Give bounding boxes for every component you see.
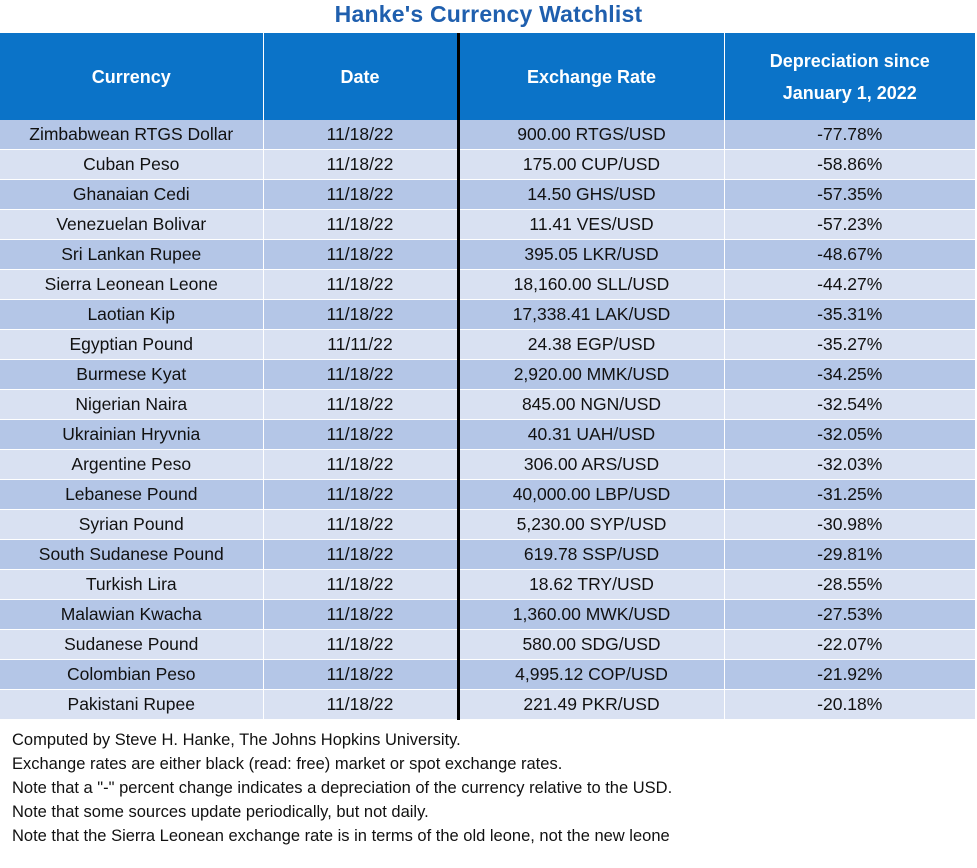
cell-date: 11/18/22	[263, 510, 458, 540]
cell-currency: Sudanese Pound	[0, 630, 263, 660]
cell-exchange-rate: 2,920.00 MMK/USD	[458, 360, 724, 390]
cell-date: 11/18/22	[263, 150, 458, 180]
cell-exchange-rate: 619.78 SSP/USD	[458, 540, 724, 570]
table-row	[0, 420, 975, 450]
cell-exchange-rate: 18,160.00 SLL/USD	[458, 270, 724, 300]
table-row	[0, 330, 975, 360]
cell-date: 11/18/22	[263, 600, 458, 630]
cell-exchange-rate: 845.00 NGN/USD	[458, 390, 724, 420]
cell-exchange-rate: 395.05 LKR/USD	[458, 240, 724, 270]
cell-date: 11/18/22	[263, 690, 458, 720]
cell-depreciation: -35.31%	[724, 300, 975, 330]
cell-date: 11/18/22	[263, 270, 458, 300]
cell-exchange-rate: 900.00 RTGS/USD	[458, 120, 724, 150]
cell-currency: Lebanese Pound	[0, 480, 263, 510]
cell-exchange-rate: 4,995.12 COP/USD	[458, 660, 724, 690]
footnote-line: Note that a "-" percent change indicates a depreciation of the currency relative to the USD.	[12, 779, 673, 797]
cell-currency: Zimbabwean RTGS Dollar	[0, 120, 263, 150]
cell-date: 11/18/22	[263, 300, 458, 330]
table-row	[0, 690, 975, 720]
cell-depreciation: -27.53%	[724, 600, 975, 630]
table-body	[0, 120, 975, 720]
cell-currency: Ukrainian Hryvnia	[0, 420, 263, 450]
table-row	[0, 660, 975, 690]
cell-depreciation: -32.54%	[724, 390, 975, 420]
cell-currency: Ghanaian Cedi	[0, 180, 263, 210]
cell-depreciation: -22.07%	[724, 630, 975, 660]
cell-date: 11/18/22	[263, 630, 458, 660]
cell-currency: Laotian Kip	[0, 300, 263, 330]
table-row	[0, 150, 975, 180]
cell-date: 11/18/22	[263, 660, 458, 690]
footnote-line: Exchange rates are either black (read: free) market or spot exchange rates.	[12, 755, 563, 773]
table-row	[0, 300, 975, 330]
cell-date: 11/18/22	[263, 540, 458, 570]
cell-exchange-rate: 306.00 ARS/USD	[458, 450, 724, 480]
cell-depreciation: -32.03%	[724, 450, 975, 480]
cell-currency: Sierra Leonean Leone	[0, 270, 263, 300]
cell-depreciation: -32.05%	[724, 420, 975, 450]
cell-depreciation: -58.86%	[724, 150, 975, 180]
cell-date: 11/18/22	[263, 210, 458, 240]
cell-currency: Nigerian Naira	[0, 390, 263, 420]
table-row	[0, 630, 975, 660]
cell-exchange-rate: 24.38 EGP/USD	[458, 330, 724, 360]
cell-depreciation: -28.55%	[724, 570, 975, 600]
cell-currency: Argentine Peso	[0, 450, 263, 480]
cell-exchange-rate: 1,360.00 MWK/USD	[458, 600, 724, 630]
cell-exchange-rate: 40,000.00 LBP/USD	[458, 480, 724, 510]
table-header	[0, 33, 975, 120]
header-row	[0, 33, 975, 120]
cell-currency: Cuban Peso	[0, 150, 263, 180]
cell-depreciation: -44.27%	[724, 270, 975, 300]
footnote-line: Note that some sources update periodically, but not daily.	[12, 803, 429, 821]
header-exchange-rate: Exchange Rate	[458, 33, 724, 120]
footnote-line: Computed by Steve H. Hanke, The Johns Hopkins University.	[12, 731, 461, 749]
cell-date: 11/18/22	[263, 420, 458, 450]
footnote-line: Note that the Sierra Leonean exchange rate is in terms of the old leone, not the new leone	[12, 827, 670, 845]
cell-date: 11/11/22	[263, 330, 458, 360]
cell-exchange-rate: 580.00 SDG/USD	[458, 630, 724, 660]
cell-exchange-rate: 5,230.00 SYP/USD	[458, 510, 724, 540]
header-depreciation	[724, 33, 975, 120]
table-row	[0, 510, 975, 540]
table-row	[0, 120, 975, 150]
currency-table	[0, 33, 975, 720]
cell-exchange-rate: 40.31 UAH/USD	[458, 420, 724, 450]
cell-currency: Venezuelan Bolivar	[0, 210, 263, 240]
cell-depreciation: -77.78%	[724, 120, 975, 150]
cell-date: 11/18/22	[263, 570, 458, 600]
chart-title: Hanke's Currency Watchlist	[334, 1, 643, 27]
table-row	[0, 360, 975, 390]
table-row	[0, 390, 975, 420]
cell-currency: Malawian Kwacha	[0, 600, 263, 630]
cell-depreciation: -29.81%	[724, 540, 975, 570]
cell-date: 11/18/22	[263, 450, 458, 480]
cell-currency: Pakistani Rupee	[0, 690, 263, 720]
cell-depreciation: -57.35%	[724, 180, 975, 210]
header-depreciation-line1: Depreciation since	[769, 50, 930, 71]
cell-date: 11/18/22	[263, 120, 458, 150]
cell-date: 11/18/22	[263, 240, 458, 270]
cell-exchange-rate: 18.62 TRY/USD	[458, 570, 724, 600]
footnotes	[12, 728, 972, 848]
cell-currency: Turkish Lira	[0, 570, 263, 600]
cell-depreciation: -57.23%	[724, 210, 975, 240]
cell-depreciation: -48.67%	[724, 240, 975, 270]
cell-exchange-rate: 221.49 PKR/USD	[458, 690, 724, 720]
header-currency: Currency	[0, 33, 263, 120]
table-row	[0, 570, 975, 600]
cell-currency: Egyptian Pound	[0, 330, 263, 360]
header-date: Date	[263, 33, 458, 120]
cell-exchange-rate: 175.00 CUP/USD	[458, 150, 724, 180]
cell-depreciation: -30.98%	[724, 510, 975, 540]
cell-date: 11/18/22	[263, 360, 458, 390]
cell-date: 11/18/22	[263, 480, 458, 510]
table-row	[0, 480, 975, 510]
cell-exchange-rate: 14.50 GHS/USD	[458, 180, 724, 210]
cell-currency: South Sudanese Pound	[0, 540, 263, 570]
cell-depreciation: -21.92%	[724, 660, 975, 690]
table-row	[0, 270, 975, 300]
cell-exchange-rate: 17,338.41 LAK/USD	[458, 300, 724, 330]
cell-depreciation: -34.25%	[724, 360, 975, 390]
table-row	[0, 240, 975, 270]
header-depreciation-line2: January 1, 2022	[782, 82, 917, 103]
cell-currency: Burmese Kyat	[0, 360, 263, 390]
cell-currency: Sri Lankan Rupee	[0, 240, 263, 270]
table-row	[0, 540, 975, 570]
cell-currency: Syrian Pound	[0, 510, 263, 540]
table-row	[0, 210, 975, 240]
cell-depreciation: -20.18%	[724, 690, 975, 720]
cell-depreciation: -35.27%	[724, 330, 975, 360]
cell-date: 11/18/22	[263, 180, 458, 210]
cell-depreciation: -31.25%	[724, 480, 975, 510]
table-row	[0, 450, 975, 480]
table-row	[0, 180, 975, 210]
cell-currency: Colombian Peso	[0, 660, 263, 690]
table-row	[0, 600, 975, 630]
cell-date: 11/18/22	[263, 390, 458, 420]
cell-exchange-rate: 11.41 VES/USD	[458, 210, 724, 240]
